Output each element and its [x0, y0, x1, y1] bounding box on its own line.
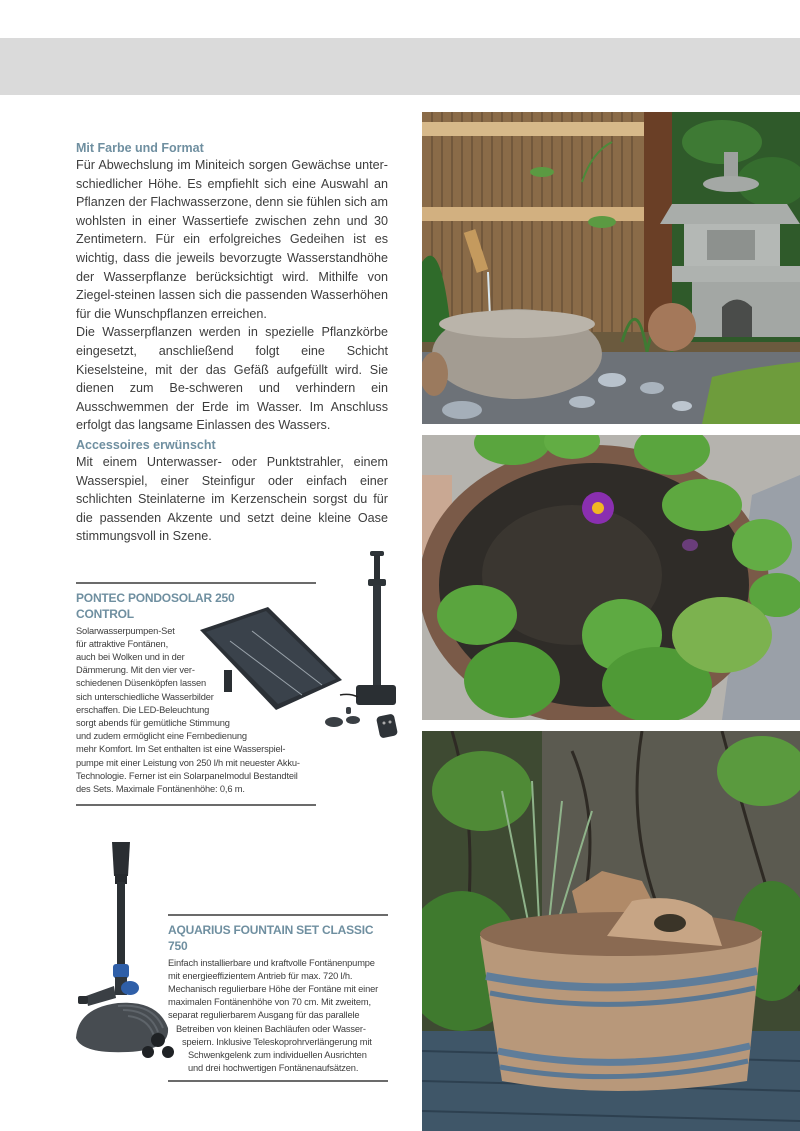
description-line: und drei hochwertigen Fontänenaufsätzen.: [188, 1063, 359, 1074]
description-line: mehr Komfort. Im Set enthalten ist eine Wasserspiel-: [76, 744, 286, 755]
product-description: [168, 957, 388, 1076]
product-aquarius-fountain-set: [168, 914, 388, 1082]
description-line: auch bei Wolken und in der: [76, 651, 185, 662]
section-heading: Accessoires erwünscht: [76, 438, 216, 452]
product-pontec-pondosolar: [76, 582, 316, 796]
product-description: [76, 625, 316, 797]
product-title-line: CONTROL: [76, 606, 134, 621]
paragraph: Die Wasserpflanzen werden in spezielle Pflanzkörbe eingesetzt, anschließend folgt eine Schicht Kieselsteine, mit der das Gefäß aufgefüllt wird. Sie dienen zum Be-schweren und verhindern ein Ausschwemmen der Erde im Wasser. Im Anschluss erfolgt das langsame Einlassen des Wassers.: [76, 325, 388, 433]
photo-water-lily-pot: [422, 435, 800, 720]
description-line: Mechanisch regulierbare Höhe der Fontäne mit einer: [168, 983, 379, 994]
description-line: Betreiben von kleinen Bachläufen oder Wasser-: [176, 1023, 366, 1034]
paragraph: Mit einem Unterwasser- oder Punktstrahler, einem Wasserspiel, einer Steinfigur oder einfach einer schlichten Steinlaterne im Kerzenschein sorgst du für die passenden Akzente und setzt deine kleine Oase stimmungsvoll in Szene.: [76, 455, 388, 544]
description-line: Dämmerung. Mit den vier ver-: [76, 665, 195, 676]
divider: [76, 804, 316, 806]
description-line: Schwenkgelenk zum individuellen Ausrichten: [188, 1049, 367, 1060]
product-title: AQUARIUS FOUNTAIN SET CLASSIC 750: [168, 922, 374, 953]
description-line: sorgt abends für gemütliche Stimmung: [76, 717, 230, 728]
section-accessoires: [76, 437, 388, 546]
header-band: [0, 38, 800, 95]
description-line: Technologie. Ferner ist ein Solarpanelmodul Bestandteil: [76, 770, 298, 781]
photo-japanese-garden: [422, 112, 800, 424]
description-line: und zudem ermöglicht eine Fernbedienung: [76, 731, 247, 742]
product-title-line: PONTEC PONDOSOLAR 250: [76, 590, 235, 605]
section-body: [76, 453, 388, 546]
divider: [76, 582, 316, 584]
divider: [168, 1080, 388, 1082]
section-mit-farbe-und-format: [76, 140, 388, 435]
description-line: für attraktive Fontänen,: [76, 638, 169, 649]
fountain-pump-image: [68, 838, 183, 1073]
description-line: separat regulierbarem Ausgang für das parallele: [168, 1010, 360, 1021]
description-line: mit energieeffizientem Antrieb für max. 720 l/h.: [168, 970, 353, 981]
divider: [168, 914, 388, 916]
description-line: maximalen Fontänenhöhe von 70 cm. Mit zweitem,: [168, 997, 371, 1008]
description-line: erschaffen. Die LED-Beleuchtung: [76, 704, 210, 715]
product-title: [76, 590, 316, 622]
description-line: Einfach installierbare und kraftvolle Fontänenpumpe: [168, 957, 375, 968]
photo-wooden-barrel-pond: [422, 731, 800, 1131]
description-line: speiern. Inklusive Teleskoprohrverlängerung mit: [182, 1036, 372, 1047]
description-line: des Sets. Maximale Fontänenhöhe: 0,6 m.: [76, 783, 245, 794]
section-heading: Mit Farbe und Format: [76, 141, 204, 155]
description-line: pumpe mit einer Leistung von 250 l/h mit neuester Akku-: [76, 757, 300, 768]
description-line: sich unterschiedliche Wasserbilder: [76, 691, 214, 702]
description-line: Solarwasserpumpen-Set: [76, 625, 175, 636]
paragraph: Für Abwechslung im Miniteich sorgen Gewächse unter-schiedlicher Höhe. Es empfiehlt sich eine Auswahl an Pflanzen der Flachwasserzone, denn sie fühlen sich am wohlsten in einer Wassertiefe zwischen zehn und 30 Zentimetern. Für ein erfolgreiches Gedeihen ist es wichtig, dass die jeweils bevorzugte Wasserstandhöhe der Wasserpflanze berücksichtigt wird. Mithilfe von Ziegel-steinen lassen sich die passenden Wasserhöhen für die Wunschpflanzen erreichen.: [76, 158, 388, 321]
description-line: schiedenen Düsenköpfen lassen: [76, 678, 207, 689]
section-body: [76, 156, 388, 435]
